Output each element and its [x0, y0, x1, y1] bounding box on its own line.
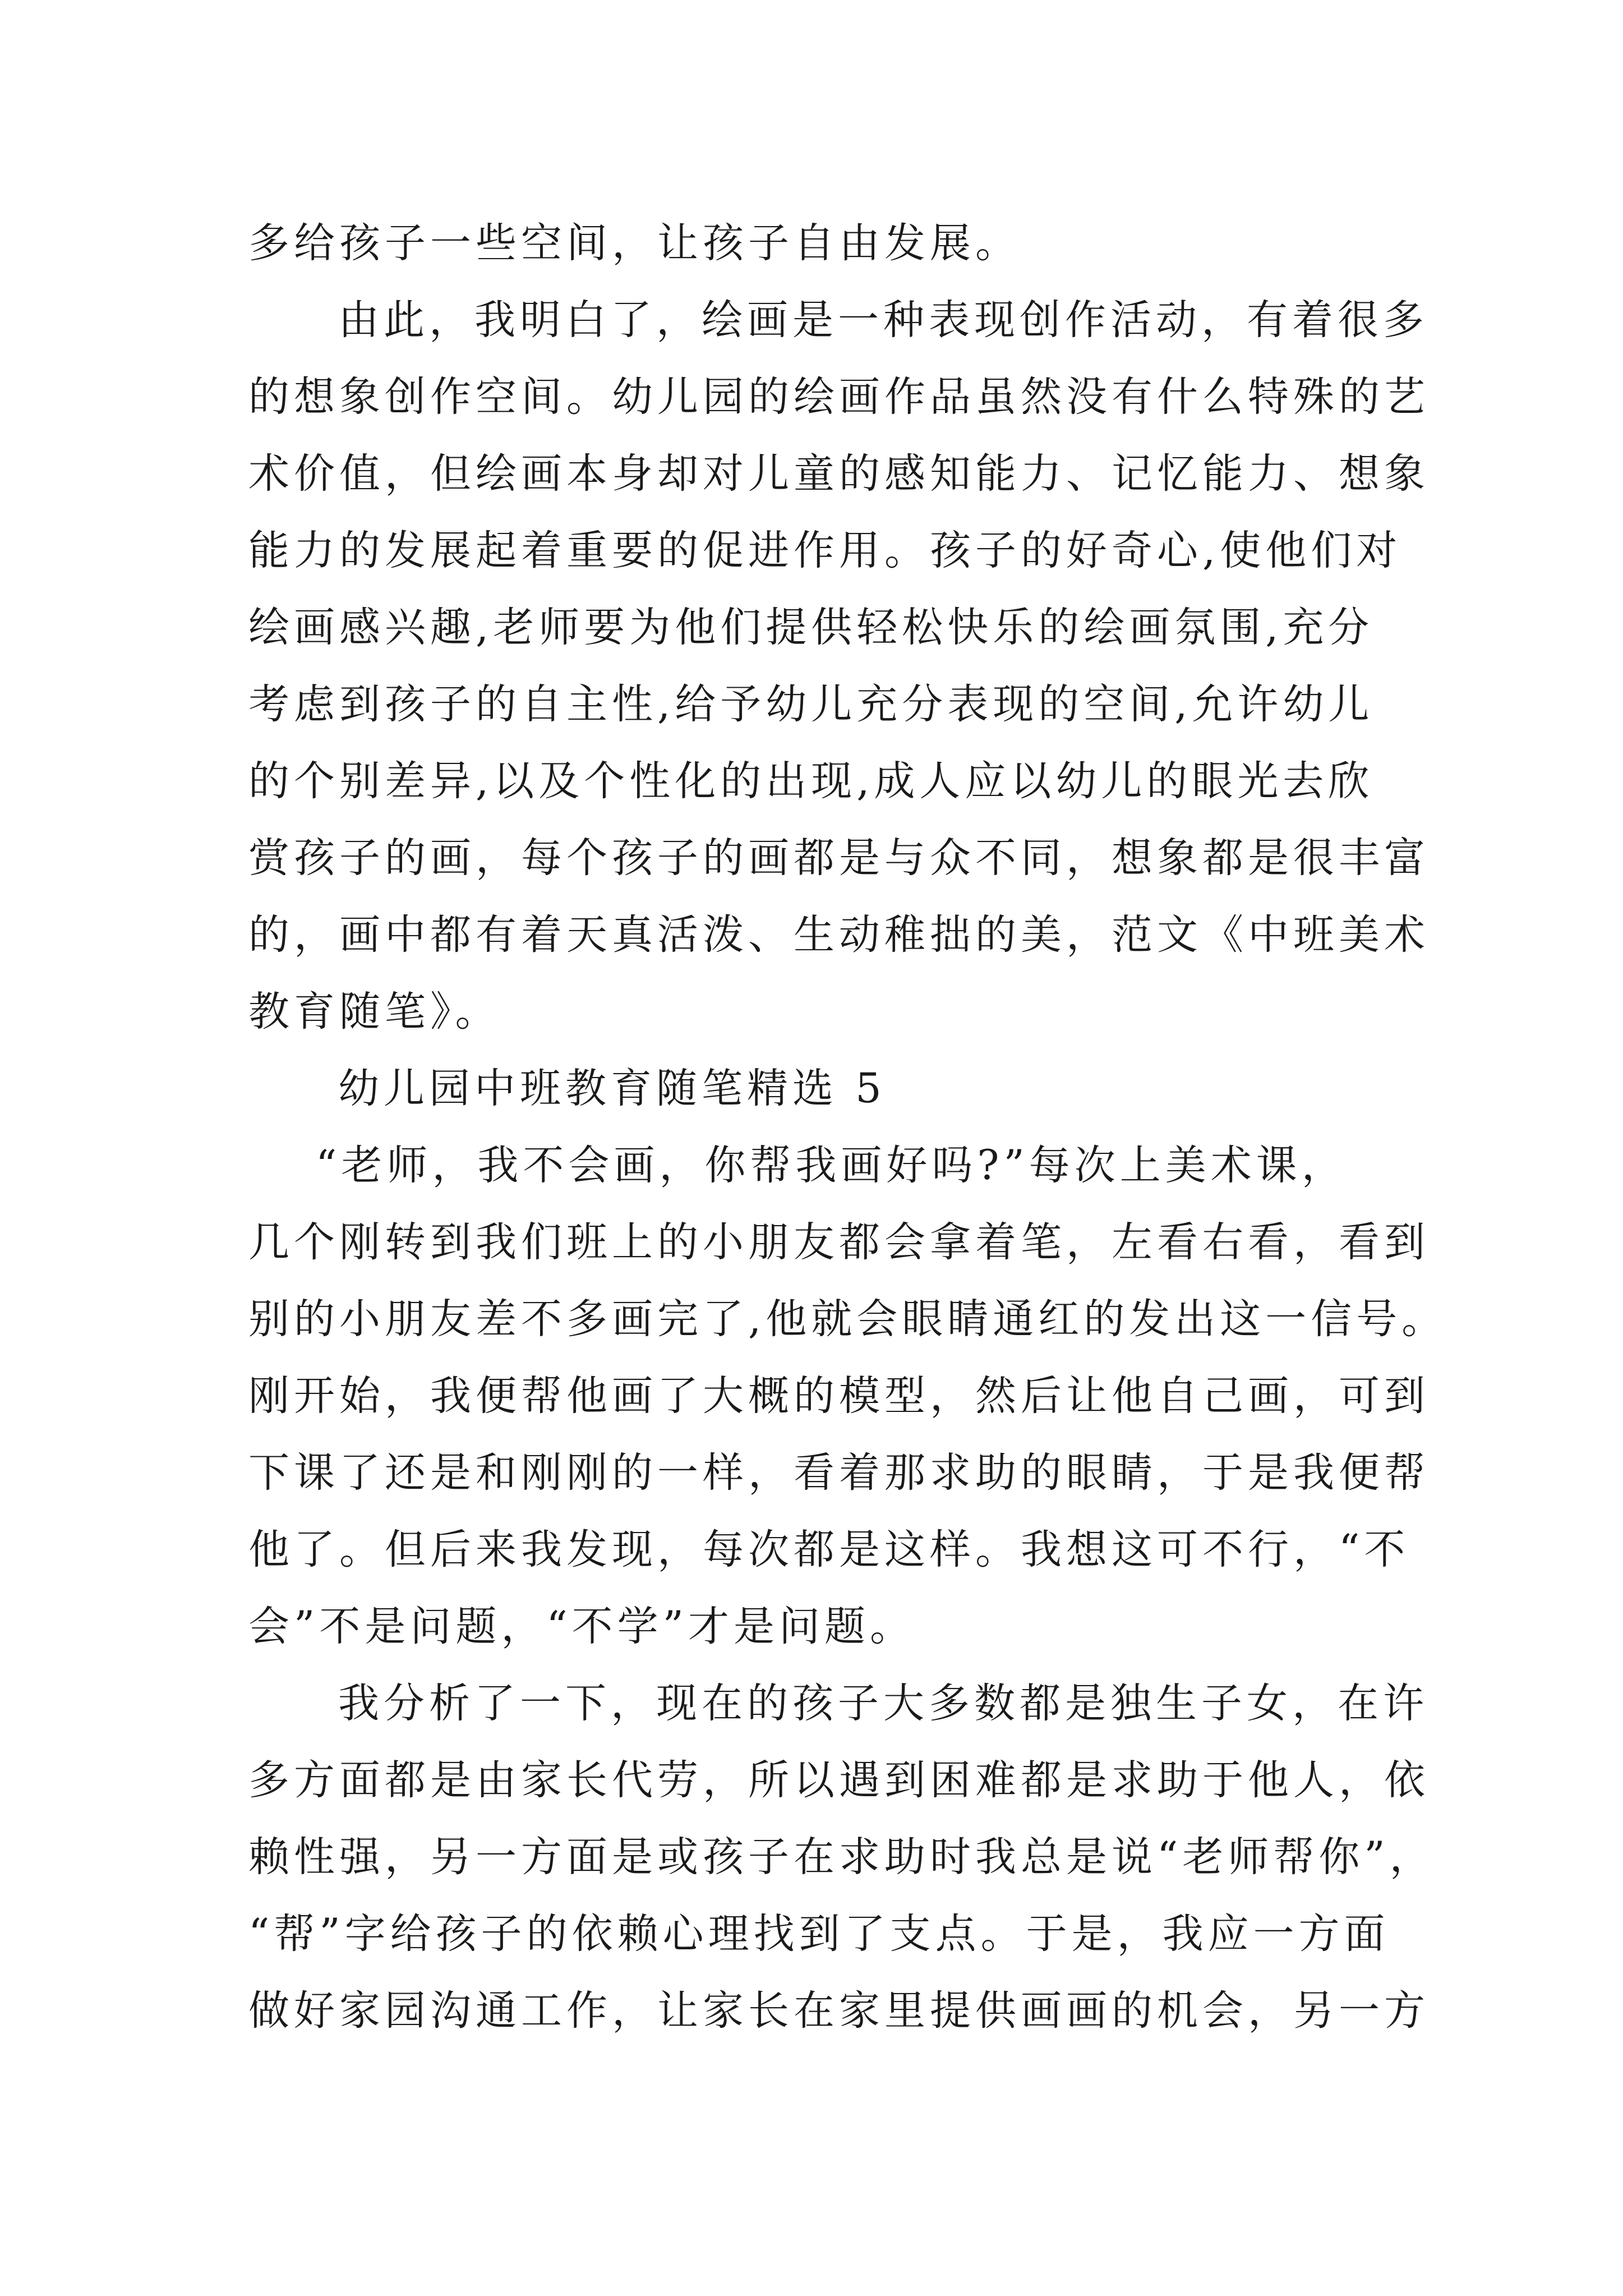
paragraph-line: 由此，我明白了，绘画是一种表现创作活动，有着很多	[338, 296, 1428, 344]
text-line: 他了。但后来我发现，每次都是这样。我想这可不行，“不	[248, 1526, 1410, 1573]
text-line: “帮”字给孩子的依赖心理找到了支点。于是，我应一方面	[248, 1910, 1390, 1958]
text-line: 教育随笔》。	[248, 988, 501, 1036]
text-line: 多给孩子一些空间，让孩子自由发展。	[248, 219, 1021, 267]
text-line: 能力的发展起着重要的促进作用。孩子的好奇心,使他们对	[248, 527, 1402, 574]
paragraph-line: “老师，我不会画，你帮我画好吗?”每次上美术课，	[316, 1142, 1347, 1189]
text-line: 赖性强，另一方面是或孩子在求助时我总是说“老师帮你”，	[248, 1833, 1435, 1881]
text-line: 几个刚转到我们班上的小朋友都会拿着笔，左看右看，看到	[248, 1218, 1430, 1266]
section-heading: 幼儿园中班教育随笔精选 5	[338, 1065, 886, 1112]
text-line: 做好家园沟通工作，让家长在家里提供画画的机会，另一方	[248, 1987, 1430, 2035]
text-line: 考虑到孩子的自主性,给予幼儿充分表现的空间,允许幼儿	[248, 680, 1374, 728]
paragraph-line: 我分析了一下，现在的孩子大多数都是独生子女，在许	[338, 1680, 1428, 1727]
text-line: 的想象创作空间。幼儿园的绘画作品虽然没有什么特殊的艺	[248, 373, 1430, 421]
text-line: 的个别差异,以及个性化的出现,成人应以幼儿的眼光去欣	[248, 757, 1374, 805]
text-line: 会”不是问题，“不学”才是问题。	[248, 1603, 915, 1650]
text-line: 刚开始，我便帮他画了大概的模型，然后让他自己画，可到	[248, 1372, 1430, 1420]
text-line: 绘画感兴趣,老师要为他们提供轻松快乐的绘画氛围,充分	[248, 604, 1374, 651]
text-line: 赏孩子的画，每个孩子的画都是与众不同，想象都是很丰富	[248, 834, 1430, 882]
text-line: 术价值，但绘画本身却对儿童的感知能力、记忆能力、想象	[248, 450, 1430, 498]
text-line: 多方面都是由家长代劳，所以遇到困难都是求助于他人，依	[248, 1756, 1430, 1804]
text-line: 别的小朋友差不多画完了,他就会眼睛通红的发出这一信号。	[248, 1295, 1447, 1343]
text-line: 的，画中都有着天真活泼、生动稚拙的美，范文《中班美术	[248, 911, 1430, 959]
text-line: 下课了还是和刚刚的一样，看着那求助的眼睛，于是我便帮	[248, 1449, 1430, 1497]
